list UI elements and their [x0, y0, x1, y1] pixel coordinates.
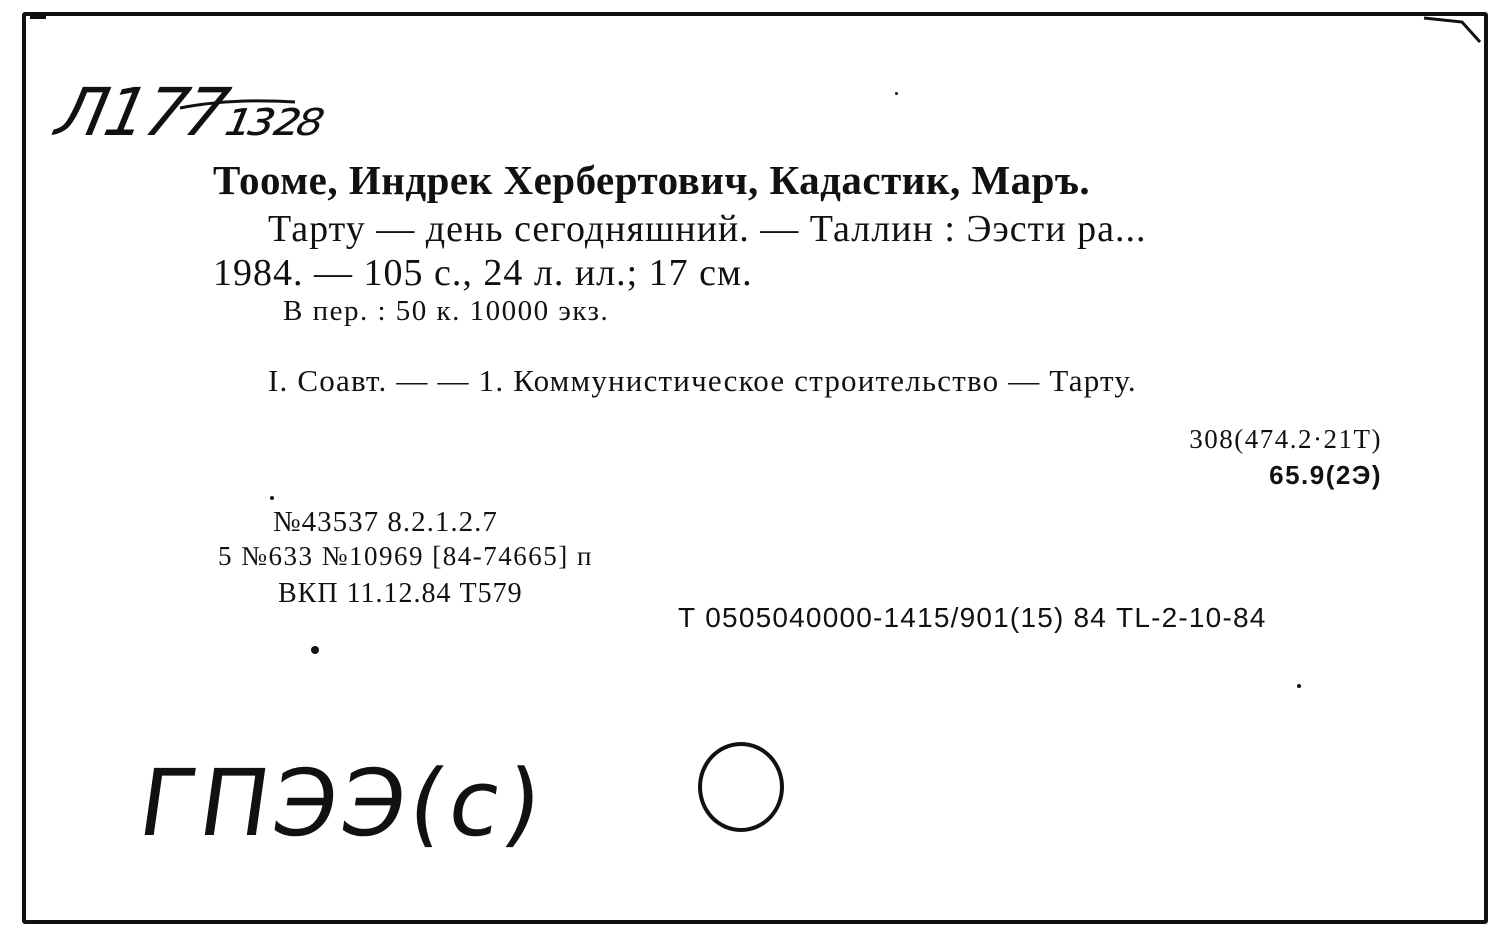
registration-line-3: ВКП 11.12.84 Т579: [278, 578, 523, 609]
subject-tracing: I. Соавт. — — 1. Коммунистическое строительство — Тарту.: [268, 363, 1137, 398]
speck-dot: [895, 92, 898, 95]
author-heading: Тооме, Индрек Хербертович, Кадастик, Маръ.: [213, 157, 1091, 203]
bbk-classification: 65.9(2Э): [1269, 460, 1382, 490]
speck-dot: [270, 496, 274, 500]
title-statement: Тарту — день сегодняшний. — Таллин : Ээсти ра...: [268, 208, 1147, 250]
handwritten-collection-mark: ГПЭЭ(с): [132, 750, 552, 857]
handwritten-overline: [170, 94, 300, 114]
handwritten-shelfmark: Л177₁₃₂₈: [49, 74, 332, 151]
price-statement: В пер. : 50 к. 10000 экз.: [283, 295, 610, 327]
registration-number: №43537 8.2.1.2.7: [273, 506, 498, 538]
imprint-statement: 1984. — 105 с., 24 л. ил.; 17 см.: [213, 252, 753, 294]
corner-tick: [30, 16, 46, 19]
card-corner-mark: [1422, 16, 1482, 56]
publication-code: Т 0505040000-1415/901(15) 84 TL-2-10-84: [678, 602, 1267, 633]
registration-line-2: 5 №633 №10969 [84-74665] п: [218, 541, 593, 571]
speck-dot: [311, 646, 319, 654]
circle-stamp: [698, 742, 784, 832]
udc-classification: 308(474.2·21Т): [1189, 424, 1382, 454]
speck-dot: [1297, 684, 1301, 688]
